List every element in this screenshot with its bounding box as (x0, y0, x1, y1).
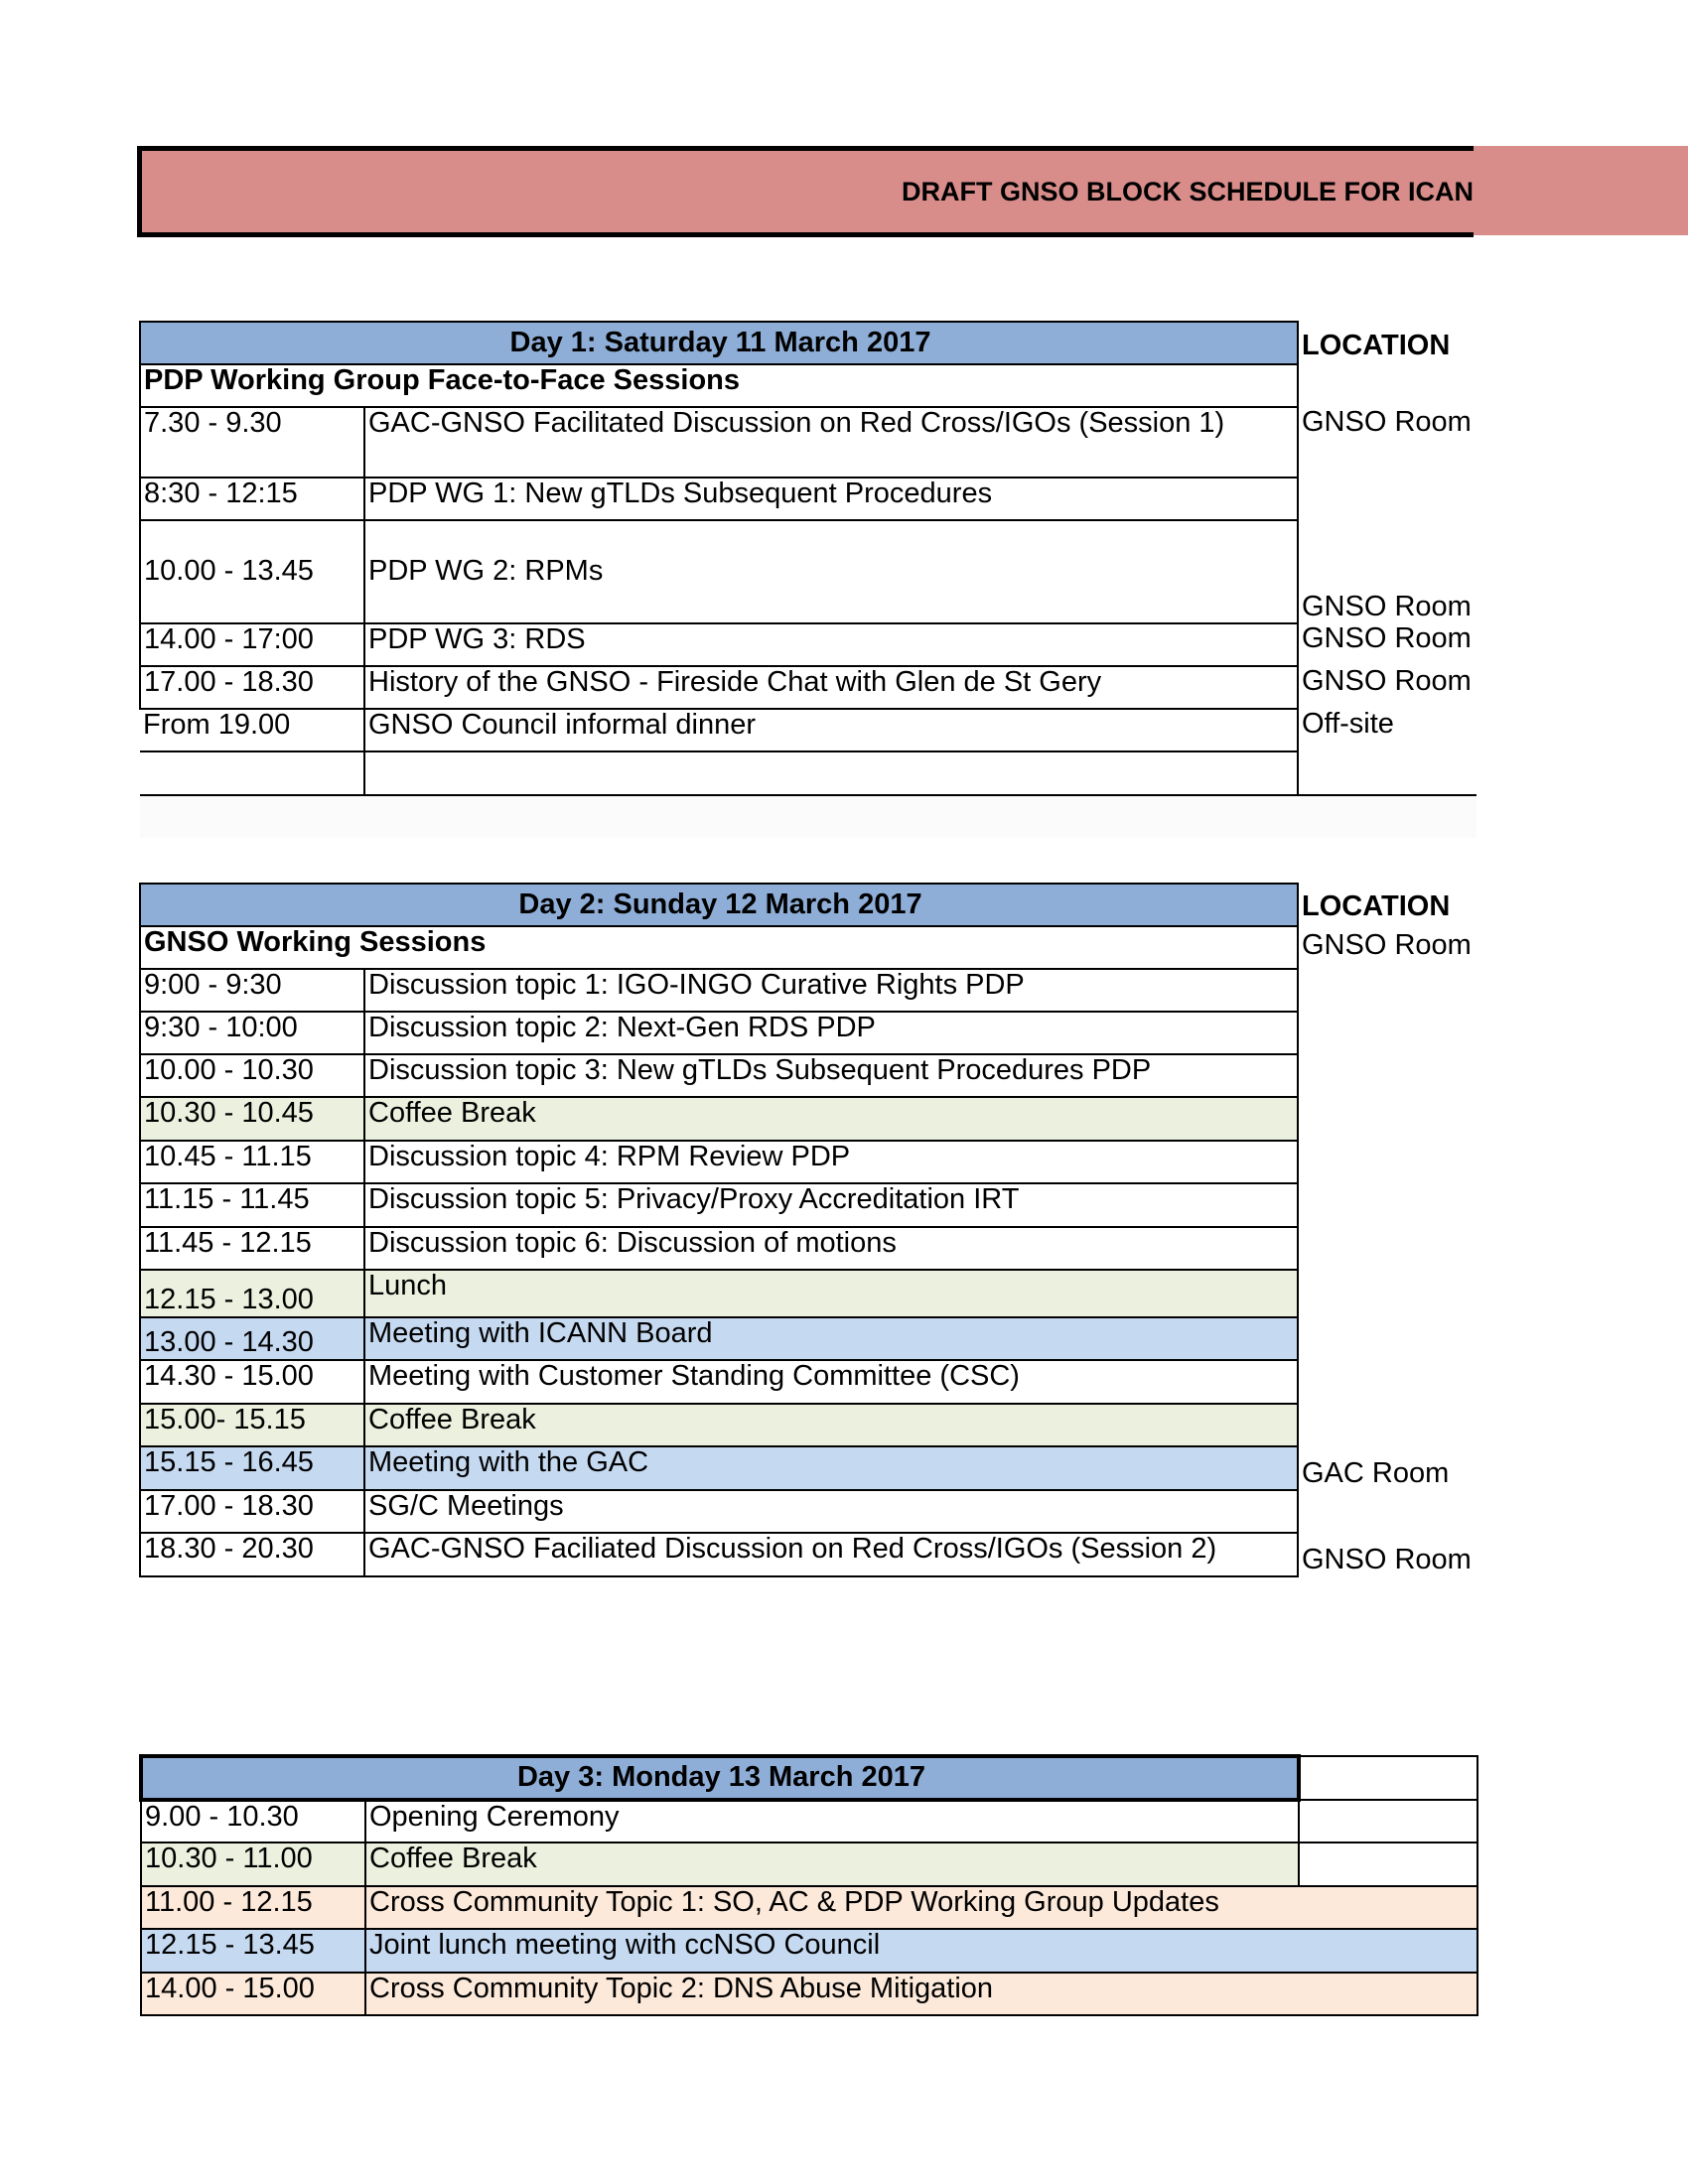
row-desc: Coffee Break (364, 1404, 1298, 1446)
row-time: 14.30 - 15.00 (140, 1360, 364, 1404)
row-location: GAC Room (1302, 1457, 1450, 1490)
row-time: 10.30 - 10.45 (140, 1097, 364, 1141)
table-row (140, 1446, 1477, 1490)
row-time: 15.00- 15.15 (140, 1404, 364, 1446)
row-time: 11.45 - 12.15 (140, 1227, 364, 1270)
row-time: 9.00 - 10.30 (141, 1800, 365, 1843)
table-row (141, 1886, 1477, 1929)
row-desc: GAC-GNSO Faciliated Discussion on Red Cross/IGOs (Session 2) (364, 1533, 1298, 1576)
row-time: 12.15 - 13.45 (141, 1929, 365, 1973)
row-time: 13.00 - 14.30 (140, 1317, 364, 1360)
table-row (140, 1404, 1477, 1446)
row-desc: Cross Community Topic 2: DNS Abuse Mitigation (365, 1973, 1477, 2015)
row-time: 10.00 - 13.45 (140, 520, 364, 623)
day2-header: Day 2: Sunday 12 March 2017 (140, 884, 1298, 926)
day2-location-label: LOCATION (1302, 889, 1451, 922)
table-row (140, 407, 1477, 478)
row-desc: GNSO Council informal dinner (364, 709, 1298, 751)
row-time: 10.00 - 10.30 (140, 1054, 364, 1097)
page-title: DRAFT GNSO BLOCK SCHEDULE FOR ICAN (902, 176, 1474, 206)
row-time: From 19.00 (140, 709, 364, 751)
day3-table (139, 1754, 1478, 2016)
row-location: GNSO Room (1302, 407, 1472, 438)
table-row (140, 969, 1477, 1012)
table-row (140, 1533, 1477, 1576)
row-time: 9:30 - 10:00 (140, 1012, 364, 1054)
row-desc: History of the GNSO - Fireside Chat with Glen de St Gery (364, 666, 1298, 709)
table-row (140, 478, 1477, 520)
table-row (140, 1317, 1477, 1360)
row-desc: Joint lunch meeting with ccNSO Council (365, 1929, 1477, 1973)
table-row (141, 1973, 1477, 2015)
row-desc: GAC-GNSO Facilitated Discussion on Red Cross/IGOs (Session 1) (364, 407, 1298, 478)
table-row (140, 1097, 1477, 1141)
row-desc: Coffee Break (364, 1097, 1298, 1141)
row-desc: PDP WG 2: RPMs (364, 520, 1298, 623)
row-time: 9:00 - 9:30 (140, 969, 364, 1012)
row-time: 14.00 - 17:00 (140, 623, 364, 666)
row-time: 12.15 - 13.00 (140, 1270, 364, 1317)
table-row (141, 1800, 1477, 1843)
row-time: 11.00 - 12.15 (141, 1886, 365, 1929)
table-row (141, 1843, 1477, 1886)
row-location: Off-site (1302, 709, 1394, 740)
table-row (140, 1183, 1477, 1227)
day2-table (139, 883, 1477, 1577)
row-desc: Discussion topic 3: New gTLDs Subsequent Procedures PDP (364, 1054, 1298, 1097)
row-desc: Meeting with the GAC (364, 1446, 1298, 1490)
table-row (140, 623, 1477, 666)
table-row (140, 520, 1477, 623)
table-row (140, 709, 1477, 751)
row-time: 7.30 - 9.30 (140, 407, 364, 478)
row-time: 18.30 - 20.30 (140, 1533, 364, 1576)
row-desc: PDP WG 1: New gTLDs Subsequent Procedures (364, 478, 1298, 520)
day1-subheader: PDP Working Group Face-to-Face Sessions (140, 364, 1298, 407)
table-row (141, 1929, 1477, 1973)
table-row (140, 1012, 1477, 1054)
row-location: GNSO Room (1302, 591, 1472, 623)
row-desc: Cross Community Topic 1: SO, AC & PDP Working Group Updates (365, 1886, 1477, 1929)
table-row (140, 1360, 1477, 1404)
table-row (140, 1270, 1477, 1317)
row-desc: Discussion topic 2: Next-Gen RDS PDP (364, 1012, 1298, 1054)
row-desc: PDP WG 3: RDS (364, 623, 1298, 666)
row-time: 17.00 - 18.30 (140, 1490, 364, 1533)
table-row (140, 1227, 1477, 1270)
row-desc: Meeting with Customer Standing Committee (CSC) (364, 1360, 1298, 1404)
row-time: 8:30 - 12:15 (140, 478, 364, 520)
row-location: GNSO Room (1302, 1544, 1472, 1576)
row-desc: Lunch (364, 1270, 1298, 1317)
day1-table (139, 321, 1477, 838)
row-desc: Discussion topic 4: RPM Review PDP (364, 1141, 1298, 1183)
row-desc: Discussion topic 5: Privacy/Proxy Accreditation IRT (364, 1183, 1298, 1227)
row-location: GNSO Room (1302, 666, 1472, 697)
row-desc: Discussion topic 6: Discussion of motions (364, 1227, 1298, 1270)
row-time: 14.00 - 15.00 (141, 1973, 365, 2015)
row-desc: Meeting with ICANN Board (364, 1317, 1298, 1360)
row-time: 10.30 - 11.00 (141, 1843, 365, 1886)
row-time: 15.15 - 16.45 (140, 1446, 364, 1490)
row-desc: Opening Ceremony (365, 1800, 1299, 1843)
table-row-empty (140, 751, 1477, 795)
row-desc: SG/C Meetings (364, 1490, 1298, 1533)
day1-header: Day 1: Saturday 11 March 2017 (140, 322, 1298, 364)
table-row (140, 1054, 1477, 1097)
day2-subheader: GNSO Working Sessions (140, 926, 1298, 969)
row-location (1298, 478, 1477, 520)
day3-header: Day 3: Monday 13 March 2017 (141, 1756, 1299, 1800)
table-row (140, 666, 1477, 709)
day1-location-label: LOCATION (1302, 329, 1451, 361)
day2-subheader-location: GNSO Room (1302, 929, 1472, 961)
row-desc: Coffee Break (365, 1843, 1299, 1886)
table-row (140, 1490, 1477, 1533)
row-time: 17.00 - 18.30 (140, 666, 364, 709)
row-time: 11.15 - 11.45 (140, 1183, 364, 1227)
row-desc: Discussion topic 1: IGO-INGO Curative Rights PDP (364, 969, 1298, 1012)
row-time: 10.45 - 11.15 (140, 1141, 364, 1183)
row-location: GNSO Room (1302, 623, 1472, 654)
table-row (140, 1141, 1477, 1183)
